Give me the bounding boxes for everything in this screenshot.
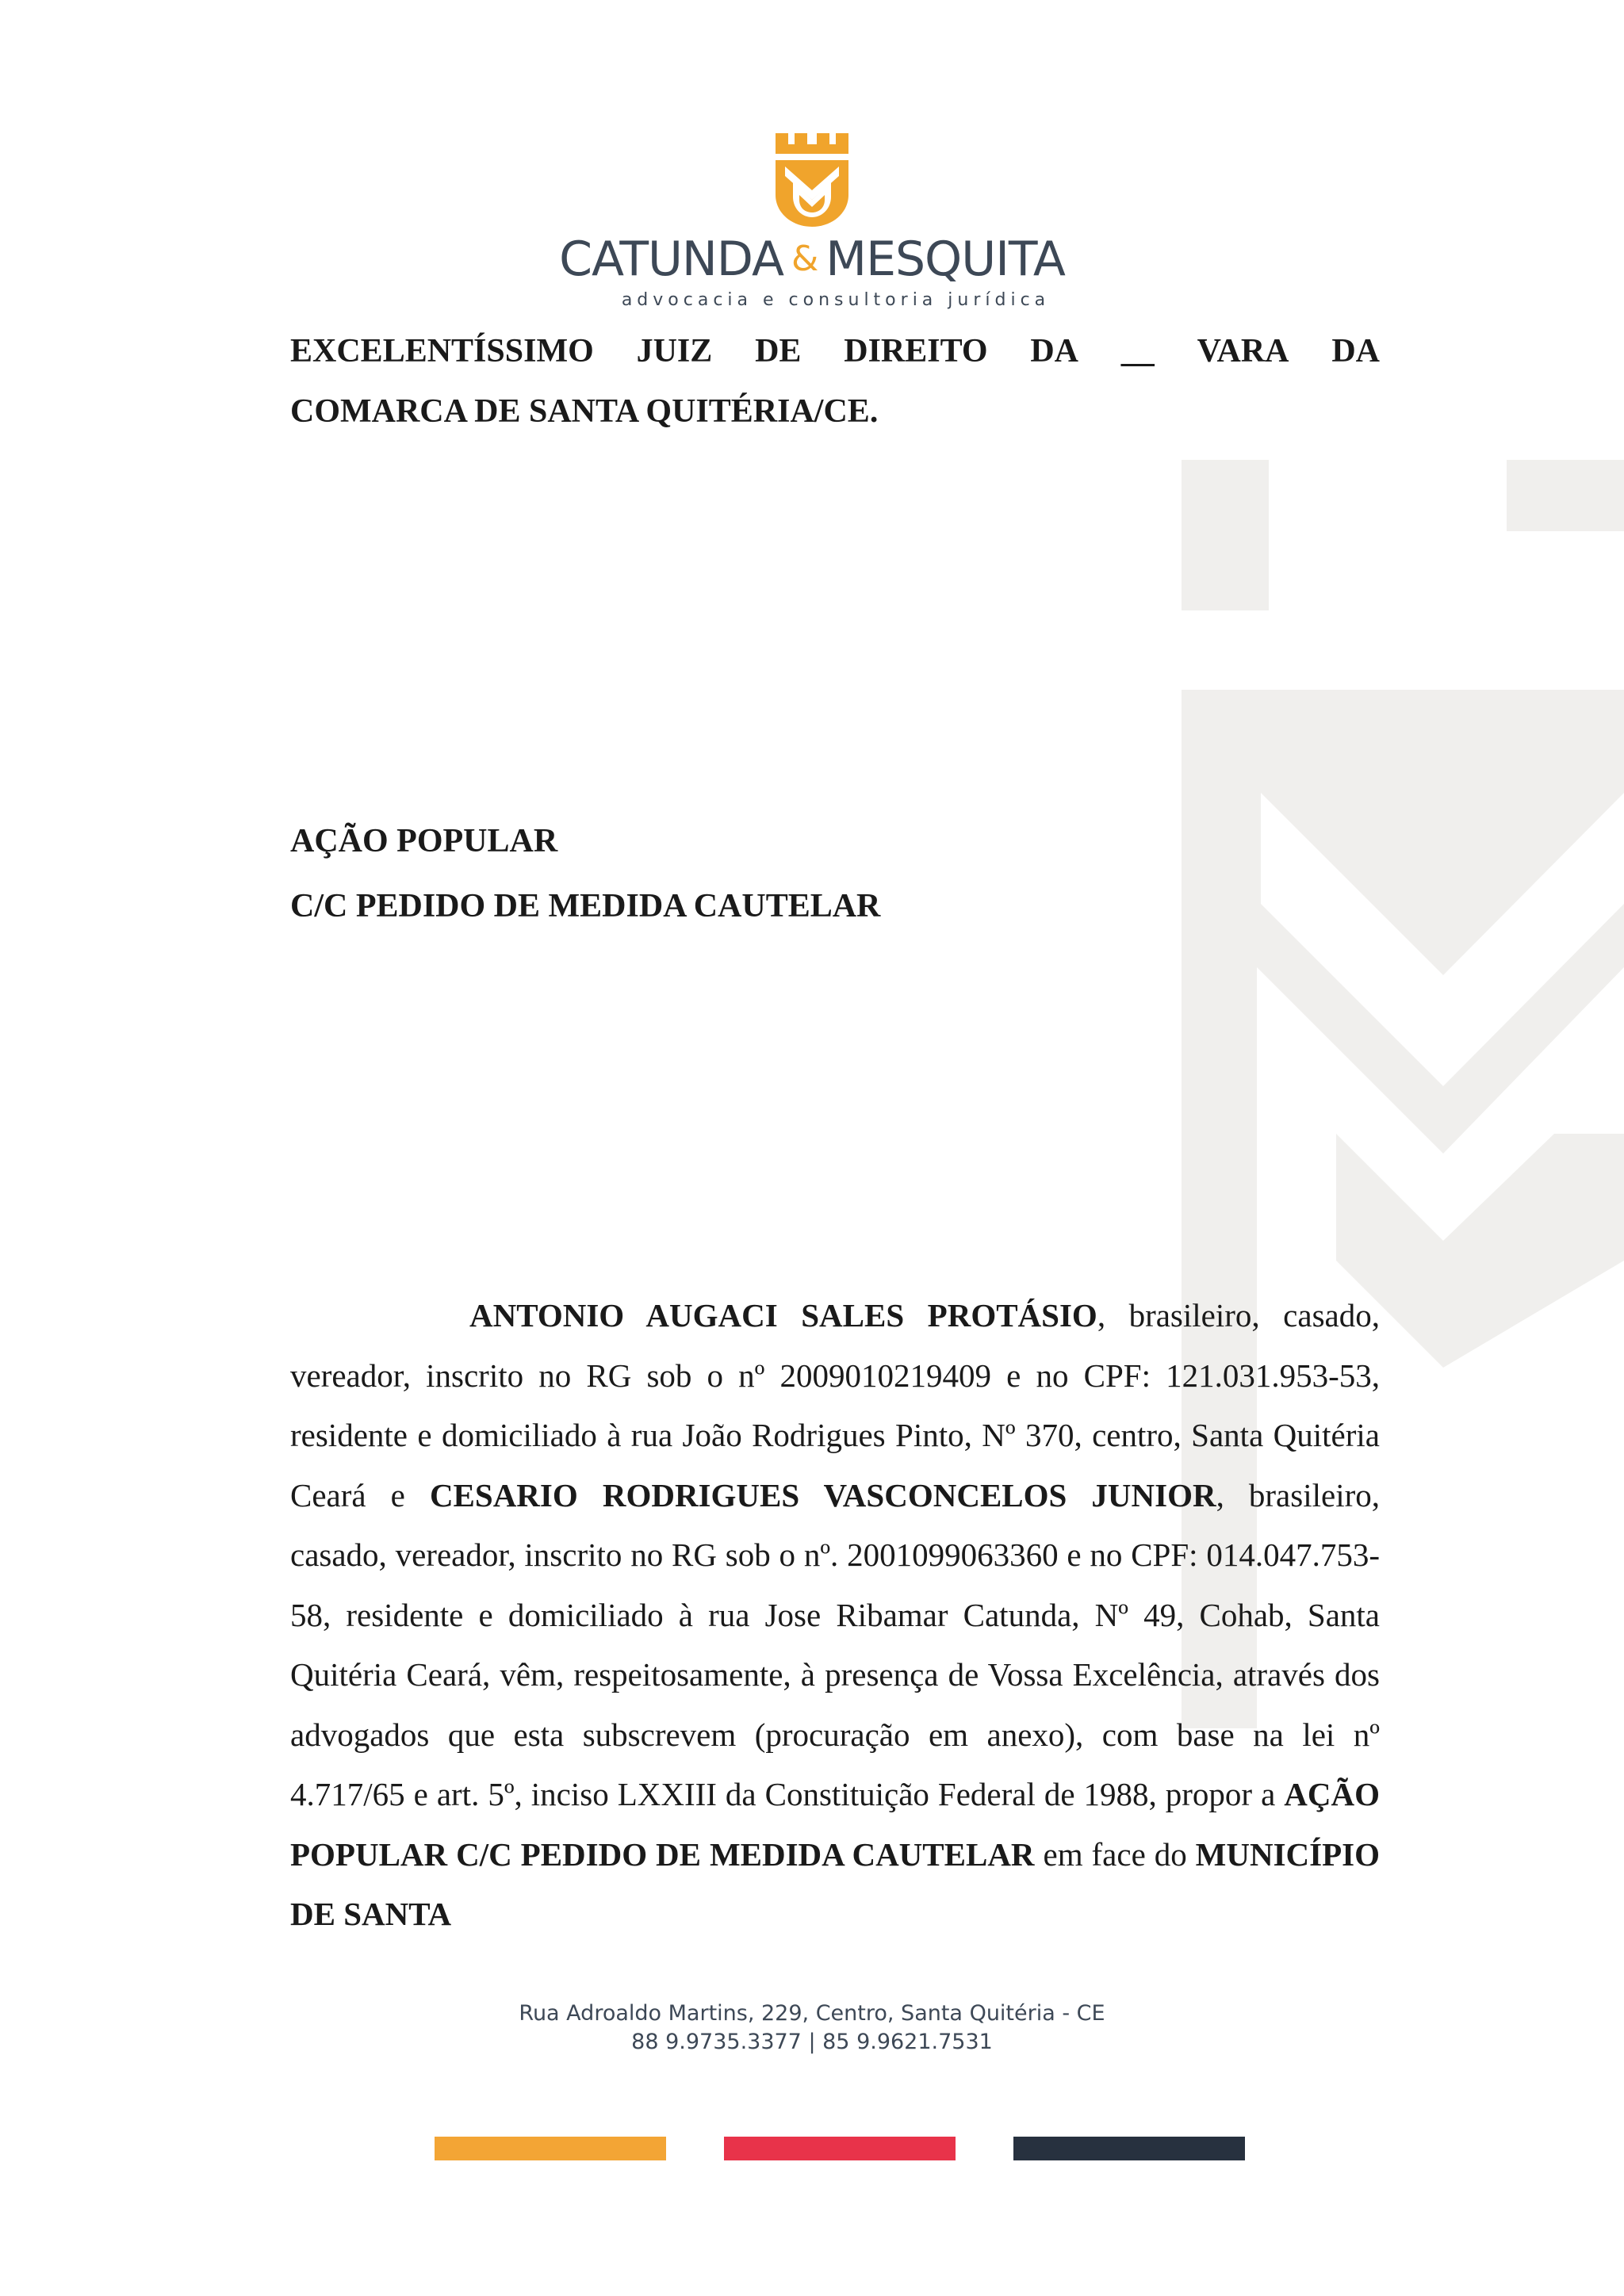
paragraph-text-2: , brasileiro, casado, vereador, inscrito no RG sob o nº. 2001099063360 e no CPF: 014.047.753-58, residente e domiciliado à rua Jose Ribamar Catunda, Nº 49, Cohab, Santa Quitéria Ceará, vêm, respeitosamente, à presença de Vossa Excelência, através dos advogados que esta subscrevem (procuração em anexo), com base na lei nº 4.717/65 e art. 5º, inciso LXXIII da Constituição Federal de 1988, propor a (290, 1476, 1380, 1812)
addressee-word: DA (1331, 333, 1380, 369)
footer-color-bars (0, 2137, 1624, 2160)
firm-name (0, 232, 1624, 287)
addressee-line-2: COMARCA DE SANTA QUITÉRIA/CE. (290, 393, 879, 430)
defendant-name: MUNICÍPIO DE SANTA (290, 1835, 1380, 1932)
firm-name-ampersand: & (791, 239, 818, 279)
qualification-paragraph (290, 1286, 1380, 1945)
footer-bar-red (724, 2137, 956, 2160)
action-title-line-1: AÇÃO POPULAR (290, 823, 558, 859)
action-title (290, 809, 880, 939)
footer-bar-navy (1013, 2137, 1245, 2160)
addressee-word: VARA (1197, 333, 1289, 369)
addressee (290, 321, 1380, 442)
firm-name-left: CATUNDA (559, 232, 783, 287)
footer-bar-orange (435, 2137, 666, 2160)
firm-tagline: advocacia e consultoria jurídica (621, 290, 1051, 310)
addressee-line-1 (290, 321, 1380, 381)
addressee-word: DA (1030, 333, 1078, 369)
addressee-word: __ (1120, 333, 1155, 369)
addressee-word: EXCELENTÍSSIMO (290, 333, 594, 369)
plaintiff-2-name: CESARIO RODRIGUES VASCONCELOS JUNIOR (429, 1476, 1216, 1513)
addressee-word: DIREITO (844, 333, 988, 369)
footer-contact (0, 1999, 1624, 2057)
action-name: AÇÃO POPULAR C/C PEDIDO DE MEDIDA CAUTELAR (290, 1776, 1380, 1873)
paragraph-text-3: em face do (1034, 1835, 1196, 1873)
plaintiff-1-name: ANTONIO AUGACI SALES PROTÁSIO (469, 1297, 1097, 1334)
addressee-word: JUIZ (636, 333, 713, 369)
footer-address: Rua Adroaldo Martins, 229, Centro, Santa Quitéria - CE (519, 2001, 1105, 2026)
firm-name-right: MESQUITA (825, 232, 1065, 287)
addressee-word: DE (755, 333, 802, 369)
addressee-block (290, 321, 1380, 442)
firm-logo (0, 133, 1624, 310)
paragraph-text-1: , brasileiro, casado, vereador, inscrito no RG sob o nº 2009010219409 e no CPF: 121.031.953-53, residente e domiciliado à rua João Rodrigues Pinto, Nº 370, centro, Santa Quitéria Ceará e (290, 1297, 1380, 1513)
castle-shield-icon (776, 133, 848, 227)
action-title-line-2: C/C PEDIDO DE MEDIDA CAUTELAR (290, 888, 881, 924)
footer-phones: 88 9.9735.3377 | 85 9.9621.7531 (631, 2030, 993, 2054)
